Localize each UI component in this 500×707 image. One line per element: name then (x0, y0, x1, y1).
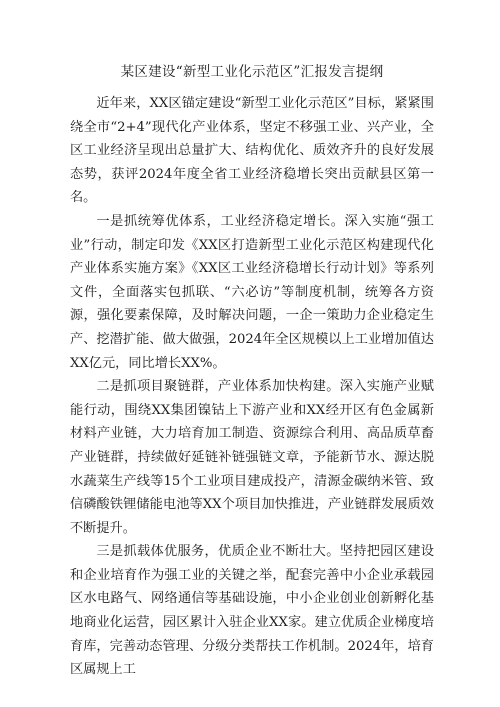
document-page (70, 62, 434, 682)
paragraph-intro: 近年来，XX区锚定建设“新型工业化示范区”目标，紧紧围绕全市“2+4”现代化产业体系，坚定不移强工业、兴产业，全区工业经济呈现出总量扩大、结构优化、质效齐升的良好发展态势，获评2024年度全省工业经济稳增长突出贡献县区第一名。 (70, 96, 434, 206)
paragraph-point-one: 一是抓统筹优体系，工业经济稳定增长。深入实施“强工业”行动，制定印发《XX区打造新型工业化示范区构建现代化产业体系实施方案》《XX区工业经济稳增长行动计划》等系列文件，全面落实包抓联、“六必访”等制度机制，统筹各方资源，强化要素保障，及时解决问题，一企一策助力企业稳定生产、挖潜扩能、做大做强，2024年全区规模以上工业增加值达XX亿元，同比增长XX%。 (70, 213, 434, 371)
paragraph-point-two: 二是抓项目聚链群，产业体系加快构建。深入实施产业赋能行动，围绕XX集团镍钴上下游产业和XX经开区有色金属新材料产业链，大力培育加工制造、资源综合利用、高品质草畜产业链群，持续做好延链补链强链文章，予能新节水、源达脱水蔬菜生产线等15个工业项目建成投产，清源金碳纳米管、致信磷酸铁锂储能电池等XX个项目加快推进，产业链群发展质效不断提升。 (70, 379, 434, 536)
paragraph-point-three: 三是抓载体优服务，优质企业不断壮大。坚持把园区建设和企业培育作为强工业的关键之举，配套完善中小企业承载园区水电路气、网络通信等基础设施，中小企业创业创新孵化基地商业化运营，园区累计入驻企业XX家。建立优质企业梯度培育库，完善动态管理、分级分类帮扶工作机制。2024年，培育区属规上工 (70, 544, 434, 678)
document-title: 某区建设“新型工业化示范区”汇报发言提纲 (120, 64, 384, 80)
